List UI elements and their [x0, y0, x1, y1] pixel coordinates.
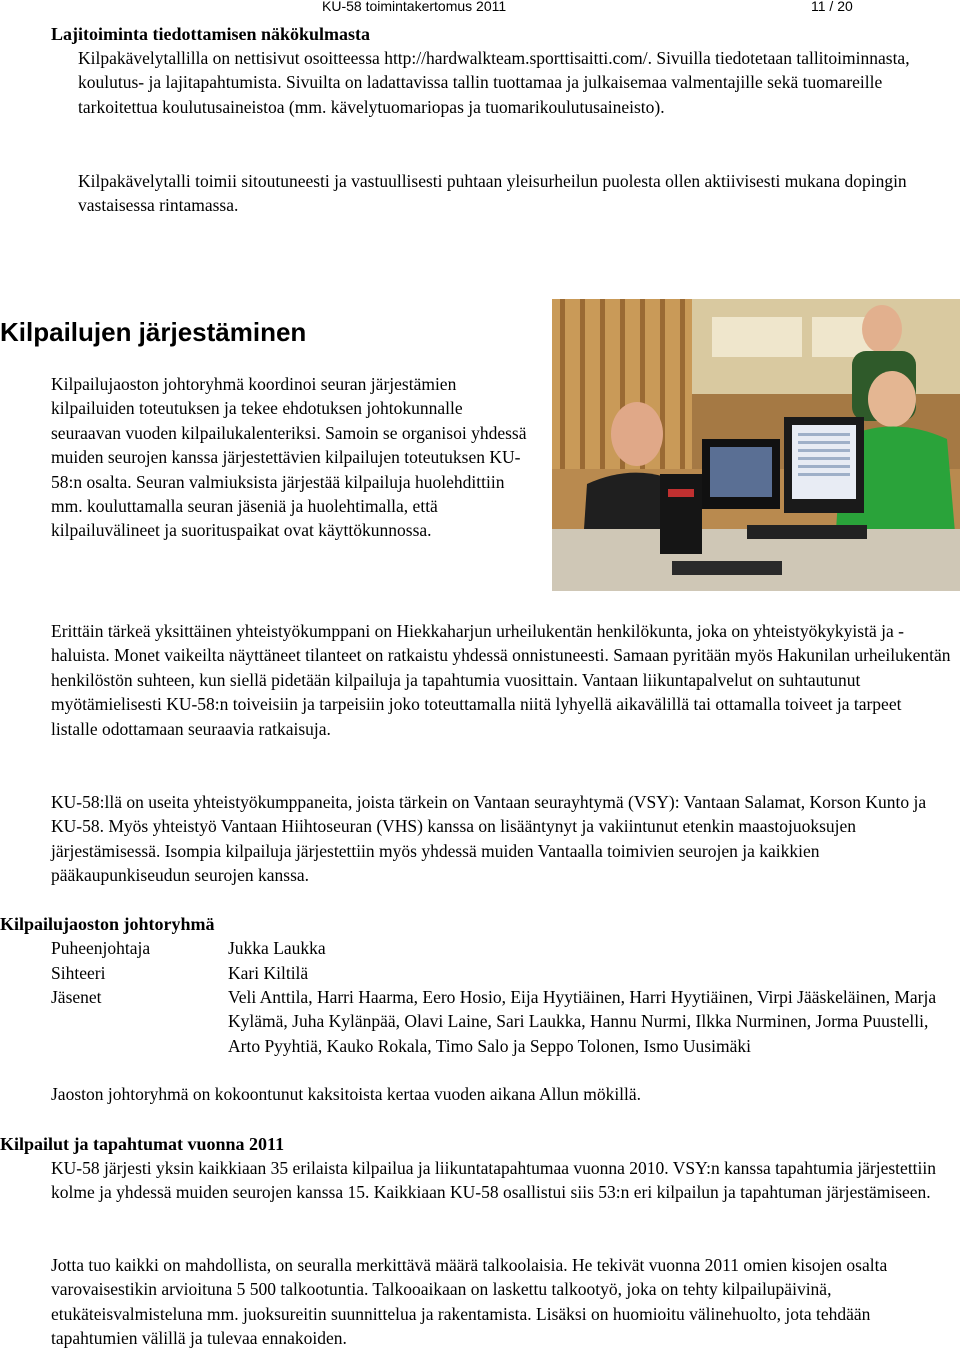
- members-label: Jäsenet: [51, 987, 102, 1007]
- secretary-label: Sihteeri: [51, 963, 106, 983]
- document-title: KU-58 toimintakertomus 2011: [322, 0, 507, 14]
- secretary-value: Kari Kiltilä: [228, 963, 309, 983]
- meetings-text: Jaoston johtoryhmä on kokoontunut kaksitoista kertaa vuoden aikana Allun mökillä.: [51, 1084, 642, 1104]
- members-value: Veli Anttila, Harri Haarma, Eero Hosio, Eija Hyytiäinen, Harri Hyytiäinen, Virpi Jääskeläinen, Marja Kylämä, Juha Kylänpää, Olavi Laine, Sari Laukka, Hannu Nurmi, Ilkka Nurminen, Jorma Puustelli, Arto Pyyhtiä, Kauko Rokala, Timo Salo ja Seppo Tolonen, Ismo Uusimäki: [228, 987, 937, 1056]
- paragraph-sports-info-2: Kilpakävelytalli toimii sitoutuneesti ja vastuullisesti puhtaan yleisurheilun puolesta ollen aktiivisesti mukana dopingin vastaisessa rintamassa.: [78, 171, 907, 216]
- paragraph-competitions-2: Erittäin tärkeä yksittäinen yhteistyökumppani on Hiekkaharjun urheilukentän henkilökunta, joka on yhteistyökykyistä ja -haluista. Monet vaikeilta näyttäneet tilanteet on ratkaistu yhdessä onnistuneesti. Samaan pyritään myös Hakunilan urheilukentän henkilöstön suhteen, kun siellä pidetään kilpailuja ja tapahtumia vuosittain. Vantaan liikuntapalvelut on suhtautunut myötämielisesti KU-58:n toiveisiin ja tarpeisiin joko toteuttamalla niitä lyhyellä aikavälillä tai ottamalla toiveet ja tarpeet listalle odottamaan seuraavia ratkaisuja.: [51, 621, 951, 739]
- heading-sports-info: Lajitoiminta tiedottamisen näkökulmasta: [51, 24, 371, 44]
- paragraph-competitions-intro: Kilpailujaoston johtoryhmä koordinoi seuran järjestämien kilpailuiden toteutuksen ja tekee ehdotuksen johtokunnalle seuraavan vuoden kilpailukalenteriksi. Samoin se organisoi yhdessä muiden seurojen kanssa järjestettävien kilpailujen toteutuksen KU-58:n osalta. Seuran valmiuksista järjestää kilpailuja huolehdittiin mm. kouluttamalla seuran jäseniä ja huolehtimalla, että kilpailuvälineet ja suorituspaikat ovat käyttökunnossa.: [51, 374, 527, 541]
- heading-competitions: Kilpailujen järjestäminen: [0, 317, 307, 347]
- heading-board: Kilpailujaoston johtoryhmä: [0, 914, 215, 934]
- chair-label: Puheenjohtaja: [51, 938, 151, 958]
- paragraph-events-2: Jotta tuo kaikki on mahdollista, on seuralla merkittävä määrä talkoolaisia. He tekivät vuonna 2011 omien kisojen osalta varovaisestikin arvioituna 5 500 talkootuntia. Talkooaikaan on laskettu talkootyö, joka on tehty kilpailupäivinä, etukäteisvalmisteluna mm. juoksureitin suunnittelua ja rakentamista. Lisäksi on huomioitu välinehuolto, jota tehdään tapahtumien välillä ja tulevaa ennakoiden.: [51, 1255, 888, 1349]
- page-header: [0, 0, 960, 16]
- page-number: 11 / 20: [811, 0, 853, 14]
- chair-value: Jukka Laukka: [228, 938, 326, 958]
- paragraph-events-1: KU-58 järjesti yksin kaikkiaan 35 erilaista kilpailua ja liikuntatapahtumaa vuonna 2010. VSY:n kanssa tapahtumia järjestettiin kolme ja yhdessä muiden seurojen kanssa 15. Kaikkiaan KU-58 osallistui siis 53:n eri kilpailun ja tapahtuman järjestämiseen.: [51, 1158, 937, 1203]
- heading-events-2011: Kilpailut ja tapahtumat vuonna 2011: [0, 1134, 285, 1154]
- photo-competition-office: [552, 299, 960, 591]
- paragraph-sports-info-1: Kilpakävelytallilla on nettisivut osoitteessa http://hardwalkteam.sporttisaitti.com/. Sivuilla tiedotetaan tallitoiminnasta, koulutus- ja lajitapahtumista. Sivuilta on ladattavissa tallin tuottamaa ja julkaisemaa valmentajille sekä tuomareille tarkoitettua koulutusaineistoa (mm. kävelytuomariopas ja tuomarikoulutusaineisto).: [78, 48, 910, 117]
- paragraph-competitions-3: KU-58:llä on useita yhteistyökumppaneita, joista tärkein on Vantaan seurayhtymä (VSY): Vantaan Salamat, Korson Kunto ja KU-58. Myös yhteistyö Vantaan Hiihtoseuran (VHS) kanssa on lisääntynyt ja vakiintunut etenkin maastojuoksujen järjestämisessä. Isompia kilpailuja järjestettiin myös yhdessä muiden Vantaalla toimivien seurojen ja kaikkien pääkaupunkiseudun seurojen kanssa.: [51, 792, 927, 886]
